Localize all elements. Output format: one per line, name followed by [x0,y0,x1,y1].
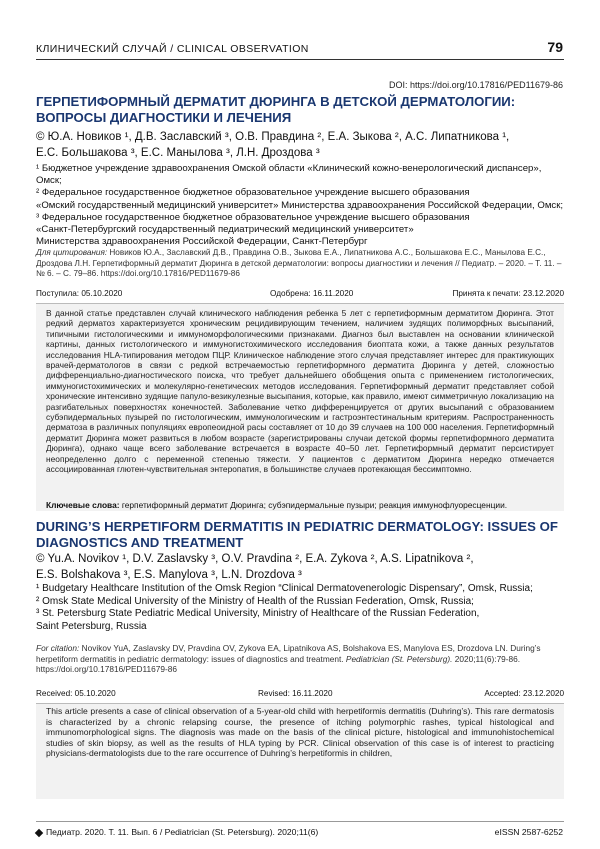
abstract-en: This article presents a case of clinical observation of a 5-year-old child with herpetiformis dermatitis (Duhring’s). This rare dermatosis is characterized by a chronic relapsing course, the presence of itching polymorphic rashes, typical histological and immunomorphological signs. The diagnosis was made on the basis of the clinical picture, histological and immunohistochemical studies of skin biopsy, as well as the results of HLA typing by PCR. Clinical observation of this case is of interest to practicing physicians-dermatologists due to the rare occurrence of Duhring’s herpetiformis in children, [46,706,554,759]
authors-ru-line2: Е.С. Большакова ³, Е.С. Манылова ³, Л.Н. Дроздова ³ [36,147,320,159]
affiliation-ru-1: ¹ Бюджетное учреждение здравоохранения Омской области «Клинический кожно-венерологический диспансер», Омск; [36,163,542,187]
dates-en [36,689,564,701]
dates-ru [36,289,564,301]
footer-rule [36,821,564,822]
affiliation-en-3a: ³ St. Petersburg State Pediatric Medical University, Ministry of Healthcare of the Russian Federation, [36,608,480,620]
title-en: DURING’S HERPETIFORM DERMATITIS IN PEDIATRIC DERMATOLOGY: ISSUES OF DIAGNOSTICS AND TREATMENT [36,519,558,550]
abstract-ru: В данной статье представлен случай клинического наблюдения ребенка 5 лет с герпетиформным дерматитом Дюринга. Этот редкий дерматоз характеризуется хроническим рецидивирующим течением, наличием зудящих полиморфных высыпаний, типичными гистологическими и иммуноморфологическими признаками. Диагноз был выставлен на основании клинической картины, данных гистологического и иммуногистохимического исследования биоптата кожи, а также данных результатов исследования HLA-типирования методом ПЦР. Клиническое наблюдение этого случая представляет интерес для практикующих врачей-дерматологов в связи с редкой встречаемостью герпетиформного дерматита Дюринга у детей, сложностью дифференциально-диагностического поиска, что требует дальнейшего обобщения опыта с применением гистологических, иммуногистохимических и молекулярно-генетических методов исследования. Герпетиформный дерматит представляет собой хронические интенсивно зудящие папуло-везикулезные высыпания, которые, как правило, имеют симметричную локализацию на разгибательных поверхностях конечностей. Заболевание четко дифференцируется от других высыпаний с образованием субэпидермальных пузырей по гистологическим, иммунологическим и гастроэнтестинальным критериям. Распространенность дерматоза в различных популяциях европеоидной расы составляет от 10 до 39 случаев на 100 000 населения. Герпетиформный дерматит Дюринга может развиться в любом возрасте (зарегистрированы случаи детской формы герпетиформного дерматита Дюринга), однако чаще всего заболевание встречается в возрасте 40–50 лет. Герпетиформный дерматит персистирует неопределенно долго с переменной степенью тяжести. У пациентов с дерматитом Дюринга нередко отмечается ассоциированная глютен-чувствительная энтеропатия, в большинстве случаев протекающая бессимптомно. [46,308,554,475]
citation-en-text: Novikov YuA, Zaslavsky DV, Pravdina OV, Zykova EA, Lipatnikova AS, Bolshakova ES, Manylova ES, Drozdova LN. During’s herpetiform dermatitis in pediatric dermatology: issues of diagnostics and treatment. [36,643,541,664]
affiliation-ru-2b: «Омский государственный медицинский университет» Министерства здравоохранения Российской Федерации, Омск; [36,199,564,211]
affiliation-ru-2a: ² Федеральное государственное бюджетное образовательное учреждение высшего образования [36,187,470,199]
abstract-en-box [36,703,564,799]
citation-en [36,643,564,675]
authors-en [36,551,564,583]
footer-journal [36,827,318,837]
received-en: Received: 05.10.2020 [36,689,116,698]
accepted-en: Accepted: 23.12.2020 [484,689,564,698]
citation-ru-text: Новиков Ю.А., Заславский Д.В., Правдина О.В., Зыкова Е.А., Липатникова А.С., Большакова Е.С., Манылова Е.С., Дроздова Л.Н. Герпетиформный дерматит Дюринга в детской дерматологии: вопросы диагностики и лечения // Педиатр. – 2020. – Т. 11. – № 6. – С. 79–86. https://doi.org/10.17816/PED11679-86 [36,248,562,278]
citation-en-text-2: 2020;11(6):79-86. https://doi.org/10.17816/PED11679-86 [36,653,521,674]
affiliation-en-2: ² Omsk State Medical University of the Ministry of Health of the Russian Federation, Omsk, Russia; [36,595,474,607]
affiliation-ru-3a: ³ Федеральное государственное бюджетное образовательное учреждение высшего образования [36,211,470,223]
doi-link[interactable]: DOI: https://doi.org/10.17816/PED11679-86 [389,80,563,90]
footer-issn: eISSN 2587-6252 [494,827,563,837]
header-rule [36,59,564,60]
citation-ru [36,248,564,280]
affiliation-en-1: ¹ Budgetary Healthcare Institution of the Omsk Region “Clinical Dermatovenerologic Dispensary”, Omsk, Russia; [36,583,533,594]
approved-ru: Одобрена: 16.11.2020 [270,289,354,298]
abstract-ru-box [36,303,564,511]
citation-en-label: For citation: [36,643,80,653]
affiliation-ru-3c: Министерства здравоохранения Российской Федерации, Санкт-Петербург [36,236,368,248]
section-label: КЛИНИЧЕСКИЙ СЛУЧАЙ / CLINICAL OBSERVATION [36,43,309,55]
received-ru: Поступила: 05.10.2020 [36,289,123,298]
authors-ru [36,129,564,161]
diamond-icon [35,828,43,836]
keywords-ru-text: герпетиформный дерматит Дюринга; субэпидермальные пузыри; реакция иммунофлуоресценции. [119,500,508,510]
affiliations-ru [36,163,564,248]
running-header [0,0,600,62]
authors-en-line1: © Yu.A. Novikov ¹, D.V. Zaslavsky ³, O.V. Pravdina ², E.A. Zykova ², A.S. Lipatnikova ², [36,553,474,565]
affiliations-en [36,583,564,633]
keywords-ru-label: Ключевые слова: [46,500,120,510]
keywords-ru [46,500,554,510]
authors-en-line2: E.S. Bolshakova ³, E.S. Manylova ³, L.N. Drozdova ³ [36,569,302,581]
affiliation-en-3b: Saint Petersburg, Russia [36,620,147,632]
accepted-ru: Принята к печати: 23.12.2020 [452,289,564,298]
footer-journal-text: Педиатр. 2020. Т. 11. Вып. 6 / Pediatrician (St. Petersburg). 2020;11(6) [46,827,319,837]
authors-ru-line1: © Ю.А. Новиков ¹, Д.В. Заславский ³, О.В. Правдина ², Е.А. Зыкова ², А.С. Липатникова ¹, [36,131,510,143]
affiliation-ru-3b: «Санкт-Петербургский государственный педиатрический медицинский университет» [36,224,414,236]
revised-en: Revised: 16.11.2020 [258,689,333,698]
citation-en-journal: Pediatrician (St. Petersburg). [345,653,453,664]
title-ru: ГЕРПЕТИФОРМНЫЙ ДЕРМАТИТ ДЮРИНГА В ДЕТСКОЙ ДЕРМАТОЛОГИИ: ВОПРОСЫ ДИАГНОСТИКИ И ЛЕЧЕНИЯ [36,94,516,125]
page-number: 79 [547,39,563,55]
citation-ru-label: Для цитирования: [36,248,108,257]
